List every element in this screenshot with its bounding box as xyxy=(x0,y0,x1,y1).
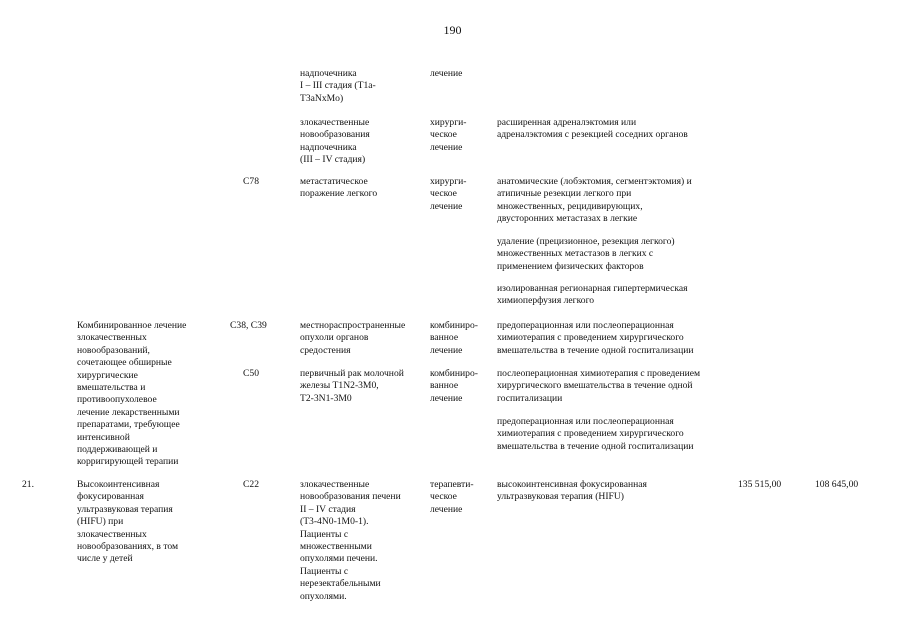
icd-code-cell: C38, C39 xyxy=(230,320,267,331)
cost-total-cell: 135 515,00 xyxy=(738,479,782,490)
treatment-type-cell: терапевти- ческое лечение xyxy=(430,479,474,515)
treatment-type-cell: комбиниро- ванное лечение xyxy=(430,320,478,356)
page-number: 190 xyxy=(443,23,462,37)
diagnosis-cell: надпочечника I – III стадия (T1a- T3aNxMo) xyxy=(300,68,376,104)
diagnosis-cell: злокачественные новообразования надпочечника (III – IV стадия) xyxy=(300,117,370,166)
icd-code-cell: C22 xyxy=(243,479,259,490)
group-name-cell: Комбинированное лечение злокачественных новообразований, сочетающее обширные хирургические вмешательства и противоопухолевое лечение лекарственными препаратами, требующее интенсивной поддерживающей и корригирующей терапии xyxy=(77,320,187,468)
method-cell: изолированная регионарная гипертермическая химиоперфузия легкого xyxy=(497,283,688,307)
group-name-cell: Высокоинтенсивная фокусированная ультразвуковая терапия (HIFU) при злокачественных новообразованиях, в том числе у детей xyxy=(77,479,179,565)
icd-code-cell: C78 xyxy=(243,176,259,187)
treatment-type-cell: хирурги- ческое лечение xyxy=(430,176,467,212)
row-number: 21. xyxy=(22,479,34,490)
method-cell: удаление (прецизионное, резекция легкого) множественных метастазов в легких с применением физических факторов xyxy=(497,236,675,272)
icd-code-cell: C50 xyxy=(243,368,259,379)
diagnosis-cell: первичный рак молочной железы T1N2-3M0, T2-3N1-3M0 xyxy=(300,368,404,404)
diagnosis-cell: метастатическое поражение легкого xyxy=(300,176,378,200)
treatment-type-cell: хирурги- ческое лечение xyxy=(430,117,467,153)
method-cell: расширенная адреналэктомия или адреналэктомия с резекцией соседних органов xyxy=(497,117,688,141)
method-cell: высокоинтенсивная фокусированная ультразвуковая терапия (HIFU) xyxy=(497,479,647,503)
treatment-type-cell: комбиниро- ванное лечение xyxy=(430,368,478,404)
diagnosis-cell: местнораспространенные опухоли органов средостения xyxy=(300,320,406,356)
treatment-type-cell: лечение xyxy=(430,68,463,79)
method-cell: предоперационная или послеоперационная химиотерапия с проведением хирургического вмешательства в течение одной госпитализации xyxy=(497,416,694,452)
diagnosis-cell: злокачественные новообразования печени II – IV стадия (T3-4N0-1M0-1). Пациенты с множественными опухолями печени. Пациенты с нерезектабельными опухолями. xyxy=(300,479,401,602)
cost-part-cell: 108 645,00 xyxy=(815,479,859,490)
method-cell: анатомические (лобэктомия, сегментэктомия) и атипичные резекции легкого при множественных, рецидивирующих, двусторонних метастазах в легкие xyxy=(497,176,692,225)
method-cell: послеоперационная химиотерапия с проведением хирургического вмешательства в течение одной госпитализации xyxy=(497,368,701,404)
method-cell: предоперационная или послеоперационная химиотерапия с проведением хирургического вмешательства в течение одной госпитализации xyxy=(497,320,694,356)
